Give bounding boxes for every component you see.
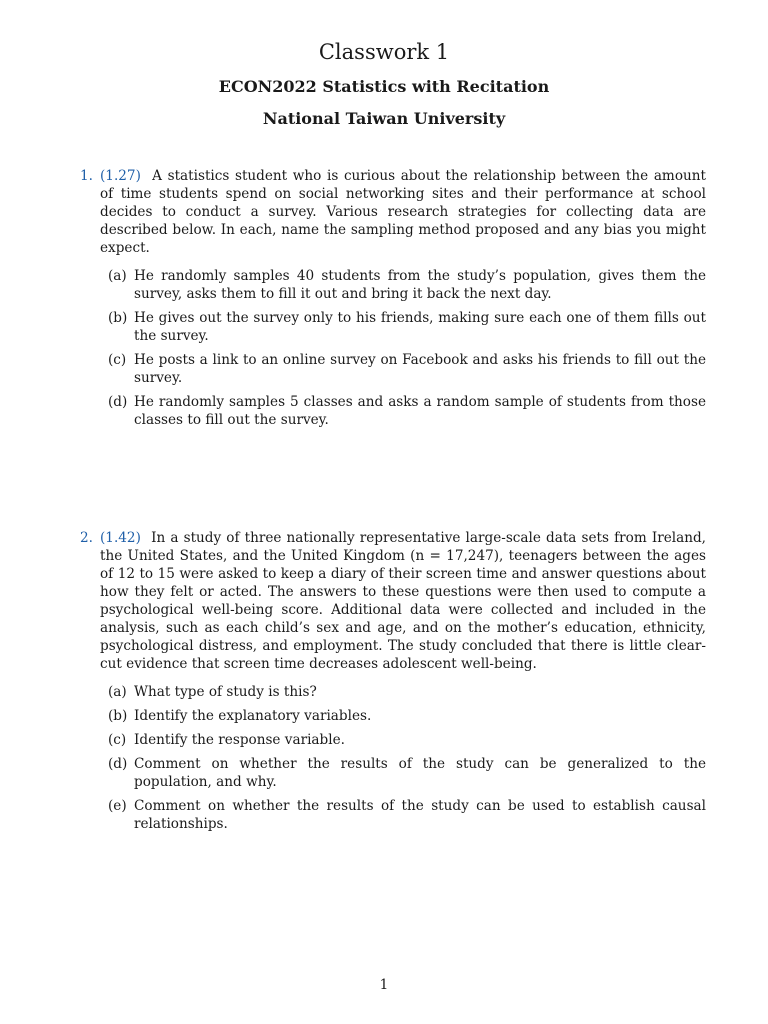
problem-1-number-link[interactable]: 1. (80, 168, 93, 184)
part-label: (a) (108, 268, 127, 284)
problem-2-statement (80, 529, 706, 673)
problem-2-reference-link[interactable]: (1.42) (100, 530, 141, 546)
problem-1-statement (80, 167, 706, 257)
problem-1-part-d (108, 393, 706, 429)
problem-2-number-link[interactable]: 2. (80, 530, 93, 546)
problem-1-part-c (108, 351, 706, 387)
problem-2-parts (80, 683, 706, 833)
part-label: (a) (108, 684, 127, 700)
problem-2-part-d (108, 755, 706, 791)
part-text: He gives out the survey only to his friends, making sure each one of them fills out the survey. (134, 310, 706, 344)
problem-2 (80, 529, 706, 839)
problem-2-part-c (108, 731, 706, 749)
part-label: (e) (108, 798, 127, 814)
problem-2-part-a (108, 683, 706, 701)
part-label: (b) (108, 310, 128, 326)
problem-1-part-a (108, 267, 706, 303)
page-number: 1 (379, 977, 389, 993)
part-label: (c) (108, 732, 127, 748)
problem-1 (80, 167, 706, 435)
problem-1-text: A statistics student who is curious about the relationship between the amount of time students spend on social networking sites and their performance at school decides to conduct a survey. Various research strategies for collecting data are described below. In each, name the sampling method proposed and any bias you might expect. (100, 168, 706, 256)
part-label: (c) (108, 352, 127, 368)
problem-2-part-e (108, 797, 706, 833)
problem-1-reference-link[interactable]: (1.27) (100, 168, 141, 184)
part-text: Comment on whether the results of the study can be generalized to the population, and why. (134, 756, 706, 790)
part-text: Identify the explanatory variables. (134, 708, 372, 724)
part-label: (d) (108, 756, 128, 772)
university-name: National Taiwan University (262, 109, 506, 128)
part-text: He randomly samples 5 classes and asks a random sample of students from those classes to fill out the survey. (134, 394, 706, 428)
part-text: He posts a link to an online survey on Facebook and asks his friends to fill out the survey. (134, 352, 706, 386)
part-text: He randomly samples 40 students from the study’s population, gives them the survey, asks them to fill it out and bring it back the next day. (134, 268, 706, 302)
problem-1-part-b (108, 309, 706, 345)
problem-2-text: In a study of three nationally representative large-scale data sets from Ireland, the United States, and the United Kingdom (n = 17,247), teenagers between the ages of 12 to 15 were asked to keep a diary of their screen time and answer questions about how they felt or acted. The answers to these questions were then used to compute a psychological well-being score. Additional data were collected and included in the analysis, such as each child’s sex and age, and on the mother’s education, ethnicity, psychological distress, and employment. The study concluded that there is little clear-cut evidence that screen time decreases adolescent well-being. (100, 530, 706, 672)
document-title: Classwork 1 (318, 40, 450, 64)
part-text: Comment on whether the results of the study can be used to establish causal relationships. (134, 798, 706, 832)
course-name: ECON2022 Statistics with Recitation (218, 77, 550, 96)
part-text: What type of study is this? (134, 684, 317, 700)
part-text: Identify the response variable. (134, 732, 345, 748)
problem-2-part-b (108, 707, 706, 725)
problem-1-parts (80, 267, 706, 429)
part-label: (d) (108, 394, 128, 410)
part-label: (b) (108, 708, 128, 724)
